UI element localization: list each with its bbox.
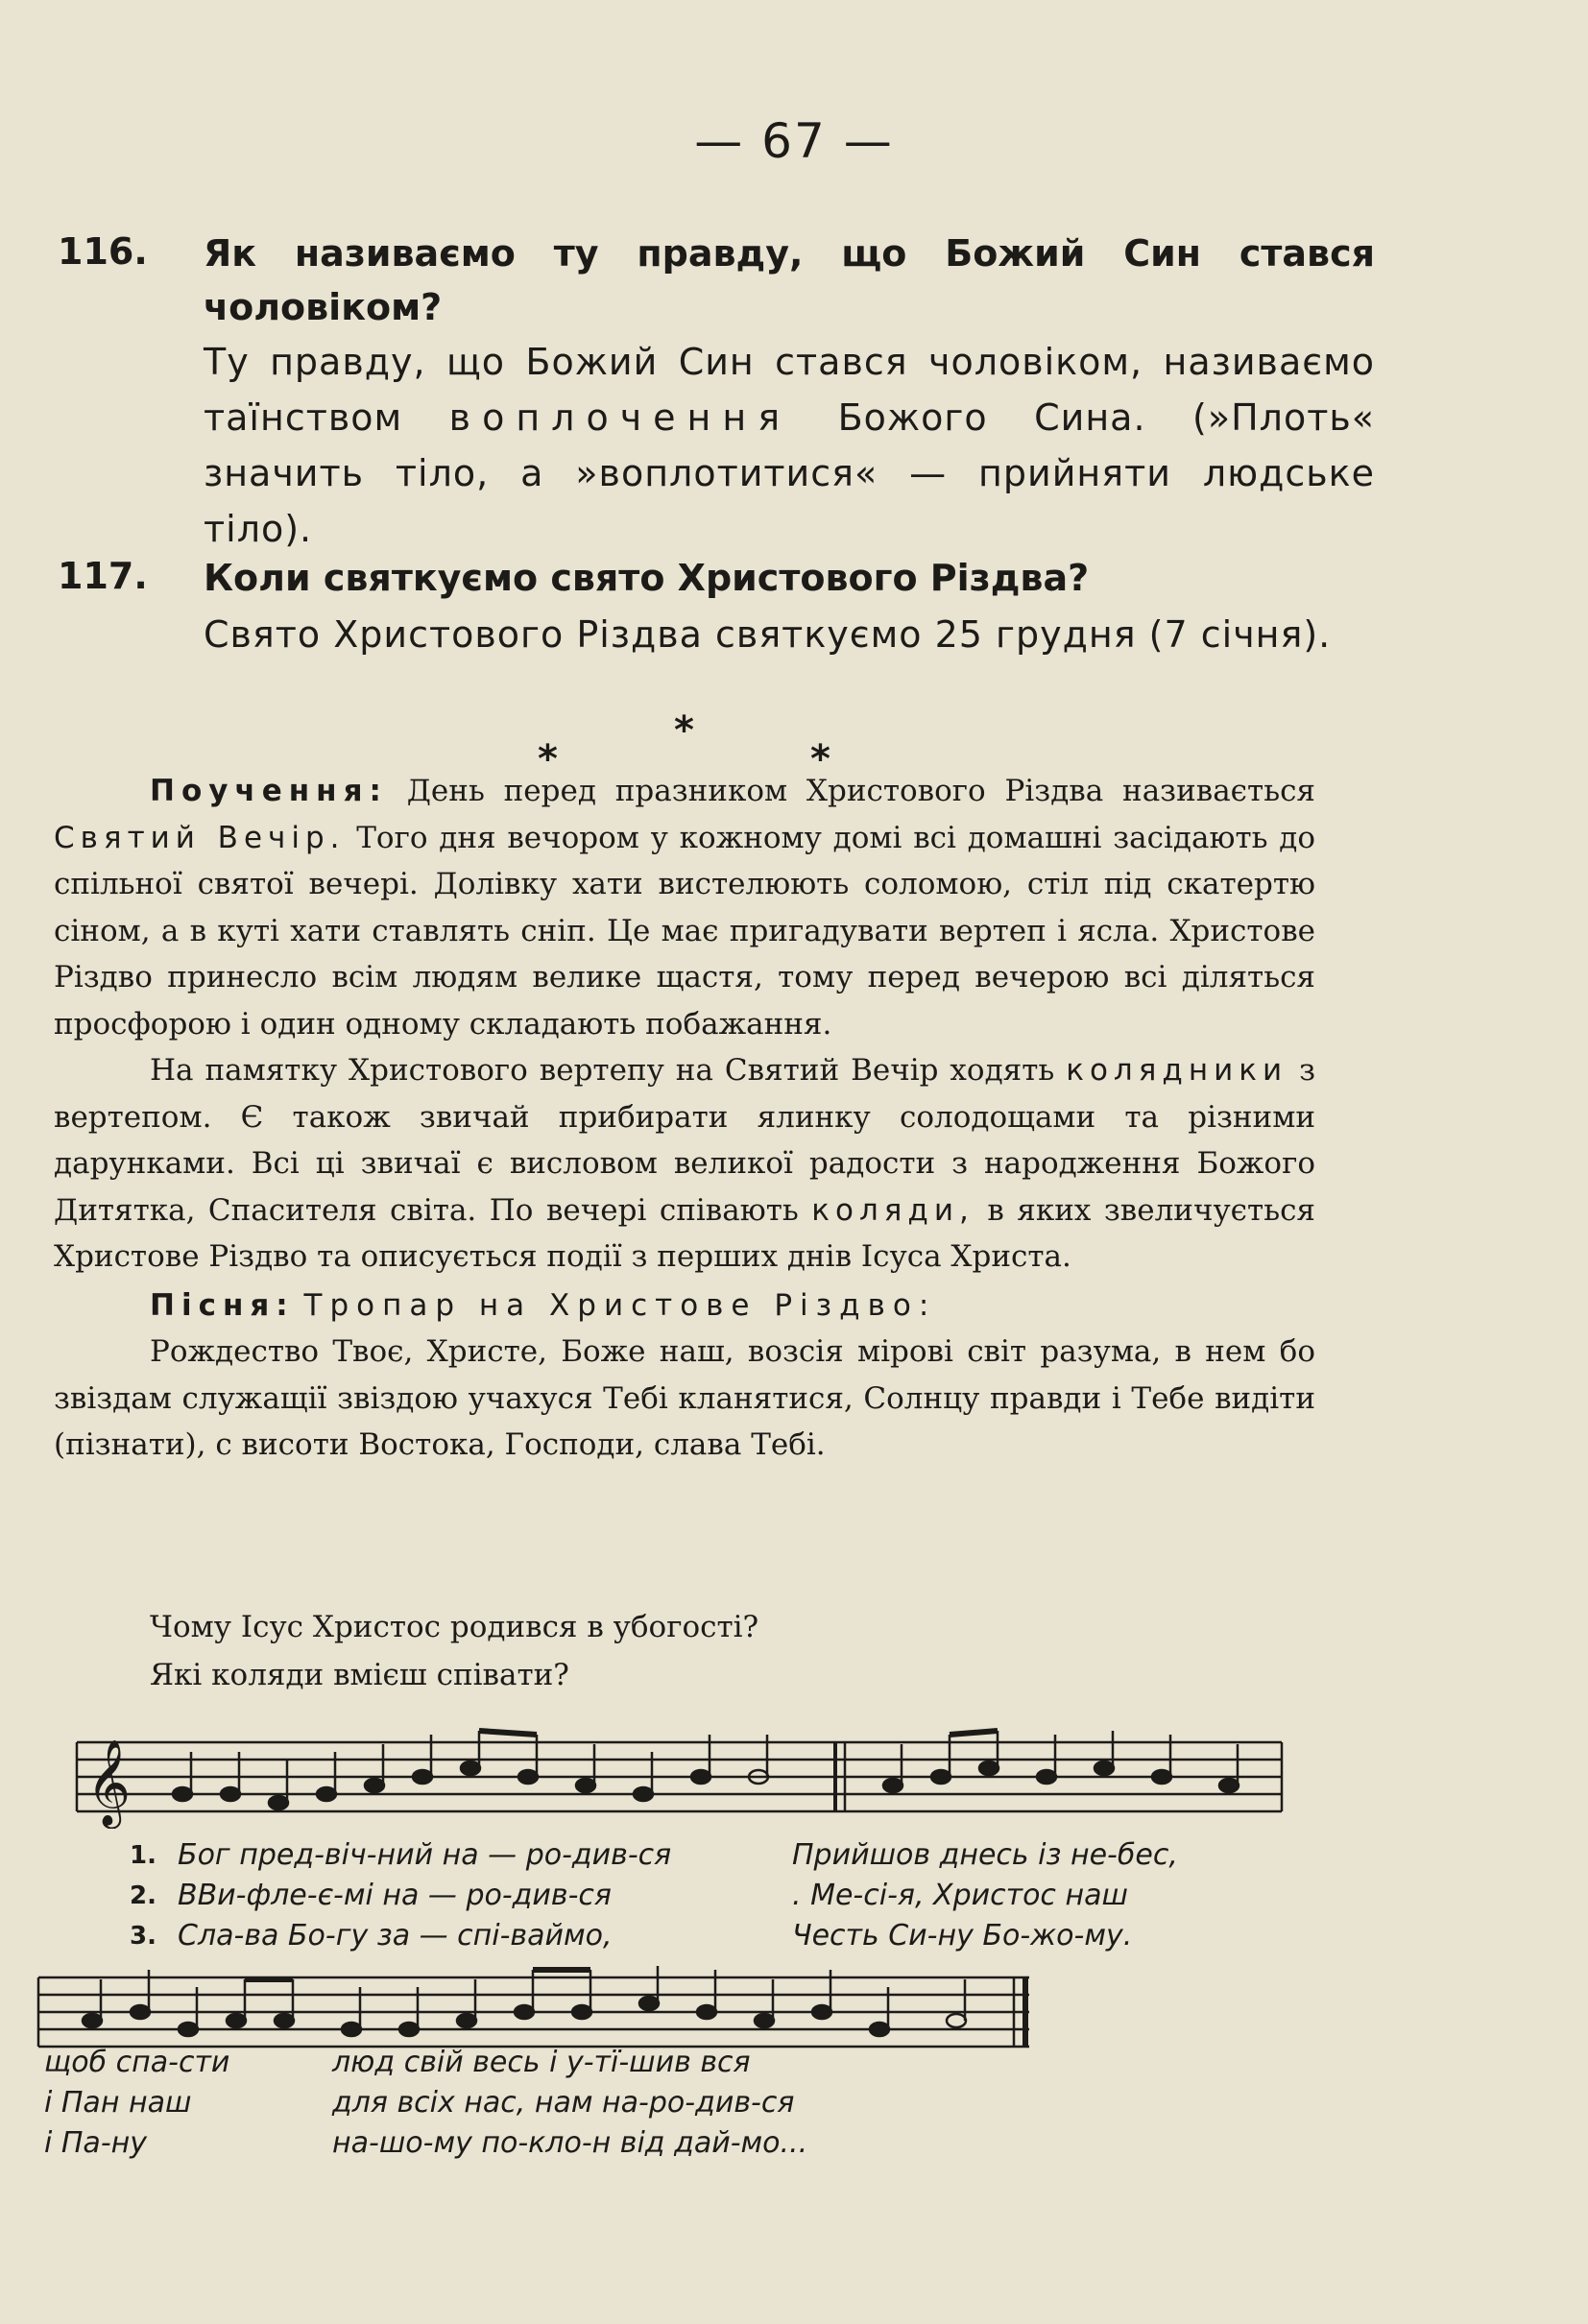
treble-clef-icon: 𝄞 xyxy=(86,1739,132,1826)
teaching-section xyxy=(54,768,1315,1469)
teaching-paragraph-1 xyxy=(54,768,1315,1047)
teaching-text: з вертепом. Є також звичай прибирати ялинку солодощами та різними дарунками. Всі ці звичаї є висловом великої радости з народження Божого Дитятка, Спасителя світа. По вечері співають xyxy=(54,1053,1316,1228)
lyric-text: . Ме-сі-я, Христос наш xyxy=(792,1879,1128,1912)
teaching-label: Поучення: xyxy=(150,774,388,808)
question-text: Коли святкуємо свято Христового Різдва? xyxy=(204,557,1090,599)
lyric-text: на-шо-му по-кло-н від дай-мо... xyxy=(332,2126,808,2160)
lyrics-verse-1 xyxy=(44,2043,751,2083)
teaching-text: в яких звеличується Христове Різдво та описується події з перших днів Ісуса Христа. xyxy=(54,1192,1315,1274)
teaching-spaced-term: Святий Вечір. xyxy=(54,820,346,855)
question-text: Як називаємо ту правду, що Божий Син стався чоловіком? xyxy=(204,232,1375,328)
separator-star: * xyxy=(810,737,830,781)
question-number: 116. xyxy=(58,230,148,273)
review-question: Які коляди вмієш співати? xyxy=(150,1658,569,1692)
answer-text: Свято Христового Різдва святкуємо 25 грудня (7 січня). xyxy=(204,613,1332,656)
lyric-text: Честь Си-ну Бо-жо-му. xyxy=(792,1919,1133,1953)
answer-tail: Божого Сина. (»Плоть« значить тіло, а »воплотитися« — прийняти людське тіло). xyxy=(204,396,1375,550)
lyric-text: для всіх нас, нам на-ро-див-ся xyxy=(332,2086,795,2120)
answer-lead: Ту правду, що Божий Син стався чоловіком, називаємо таїнством xyxy=(204,341,1375,439)
lyric-text: Сла-ва Бо-гу за — спі-ваймо, xyxy=(178,1919,613,1953)
lyrics-verse-3 xyxy=(130,1916,1234,1956)
teaching-text: Того дня вечором у кожному домі всі домашні засідають до спільної святої вечері. Долівку хати вистелюють соломою, стіл під скатертю сіном, а в куті хати ставлять сніп. Це має пригадувати вертеп і ясла. Христове Різдво принесло всім людям велике щастя, тому перед вечерою всі діляться просфорою і один одному складають побажання. xyxy=(54,820,1315,1042)
answer-spaced-term: воплочення xyxy=(448,396,792,439)
lyrics-verse-3 xyxy=(44,2123,808,2164)
lyric-text: люд свій весь і у-тї-шив вся xyxy=(332,2046,751,2079)
question-116 xyxy=(58,227,1375,550)
lyric-text: і Пан наш xyxy=(44,2086,192,2120)
lyrics-verse-2 xyxy=(130,1876,1234,1916)
separator-star: * xyxy=(538,737,558,781)
separator-star: * xyxy=(674,708,694,753)
lyric-text: щоб спа-сти xyxy=(44,2046,230,2079)
verse-number: 3. xyxy=(130,1922,156,1951)
teaching-spaced-term: колядники xyxy=(1066,1053,1288,1088)
teaching-paragraph-2 xyxy=(54,1047,1315,1281)
song-text: Рождество Твоє, Христе, Боже наш, возсія мірові світ разума, в нем бо звіздам служащії звіздою учахуся Тебі кланятися, Солнцу правди і Тебе видіти (пізнати), с висоти Востока, Господи, слава Тебі. xyxy=(54,1334,1315,1462)
lyrics-verse-2 xyxy=(44,2083,795,2123)
lyric-text: ВВи-фле-є-мі на — ро-див-ся xyxy=(178,1879,612,1912)
lyric-text: і Па-ну xyxy=(44,2126,148,2160)
teaching-spaced-term: коляди, xyxy=(811,1192,974,1228)
page-number: — 67 — xyxy=(694,113,894,169)
verse-number: 1. xyxy=(130,1841,156,1870)
song-heading xyxy=(54,1282,1315,1330)
lyric-text: Бог пред-віч-ний на — ро-див-ся xyxy=(178,1838,672,1872)
song-title: Тропар на Христове Різдво: xyxy=(303,1287,937,1323)
review-question: Чому Ісус Христос родився в убогості? xyxy=(150,1610,759,1644)
lyrics-line-1 xyxy=(130,1835,1234,1956)
teaching-text: На памятку Христового вертепу на Святий Вечір ходять xyxy=(150,1053,1055,1088)
music-staff-1 xyxy=(67,1723,1287,1829)
lyric-text: Прийшов днесь із не-бес, xyxy=(792,1838,1178,1872)
teaching-text: День перед празником Христового Різдва називається xyxy=(406,774,1315,808)
question-117 xyxy=(58,551,1332,705)
verse-number: 2. xyxy=(130,1881,156,1910)
section-separator xyxy=(0,708,1588,781)
song-label: Пісня: xyxy=(150,1287,295,1323)
lyrics-verse-1 xyxy=(130,1835,1234,1876)
review-questions xyxy=(150,1603,758,1699)
answer-text xyxy=(204,334,1375,557)
lyrics-line-2 xyxy=(44,2043,808,2164)
question-number: 117. xyxy=(58,555,148,597)
